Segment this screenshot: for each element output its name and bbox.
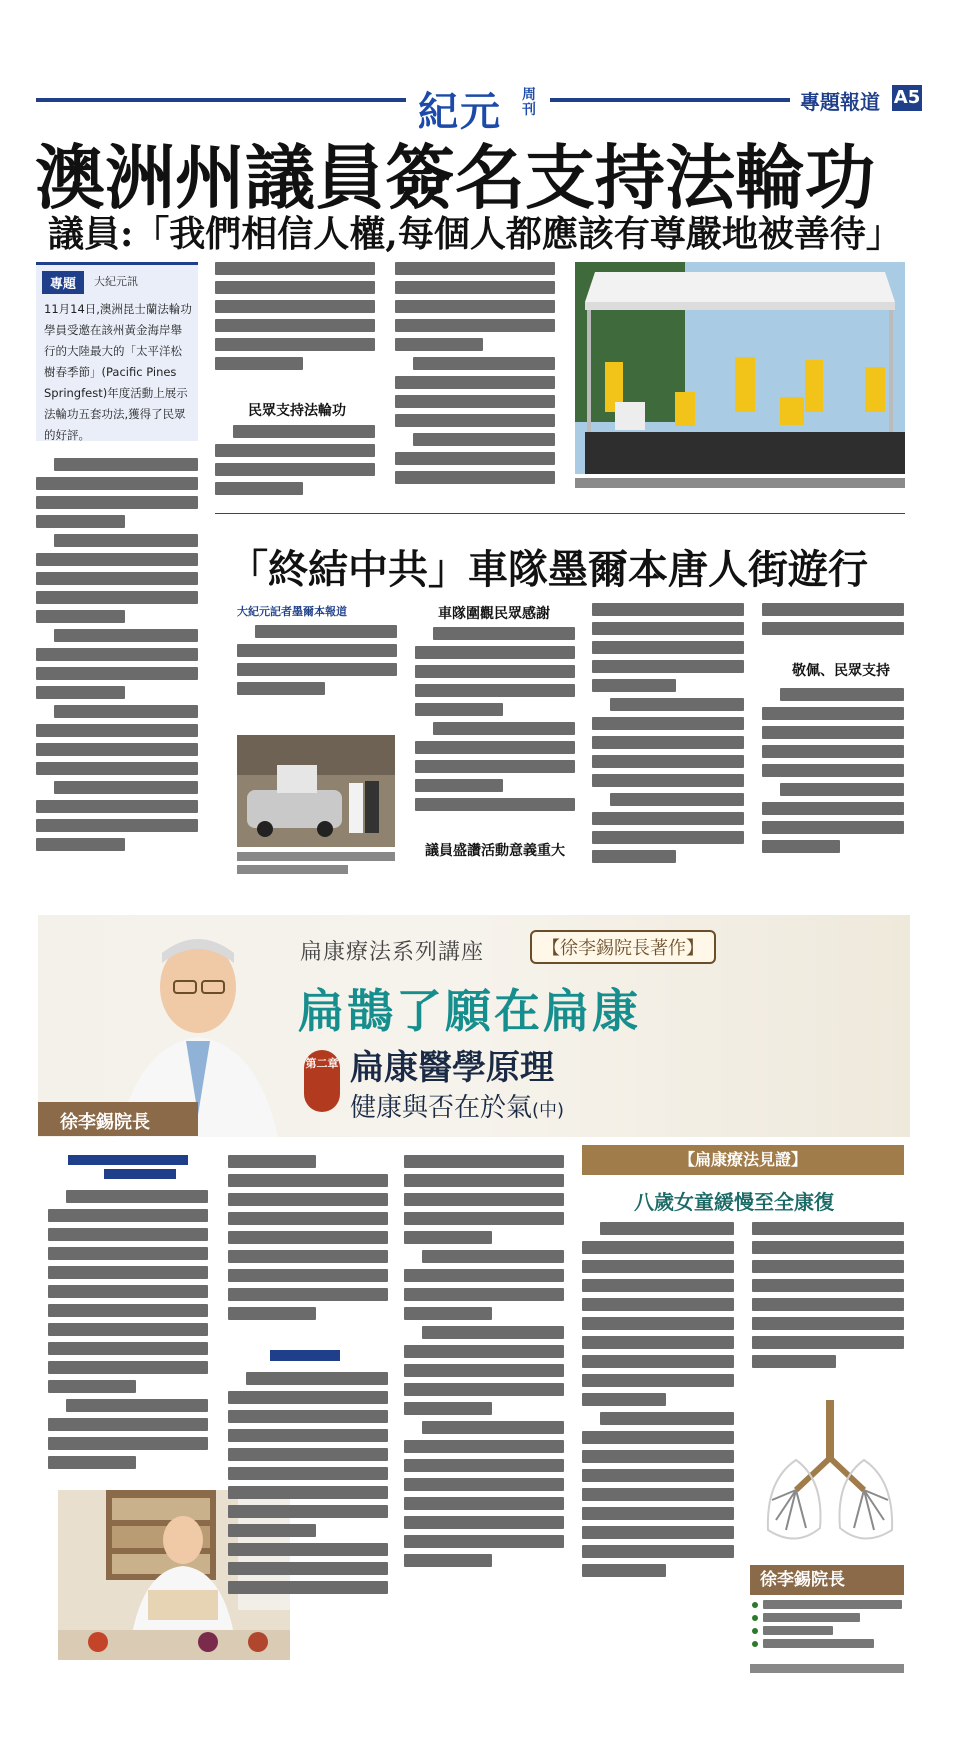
lead-col-3 [395,262,555,494]
banner-subtitle: 扁康醫學原理 [350,1048,554,1088]
page-number: A5 [892,85,922,111]
story2-subtitle-1: 車隊圍觀民眾感謝 [438,606,550,622]
story2-photo [237,735,395,847]
banner-name-label: 徐李錫院長 [60,1112,150,1133]
section-label: 專題報道 [800,90,880,114]
footer-reference [750,1664,904,1673]
bottom-col-2b [228,1372,388,1672]
story2-subtitle-3: 敬佩、民眾支持 [792,663,890,679]
bottom-col-2-heading [270,1350,340,1361]
page-subhead: 議員:「我們相信人權,每個人都應該有尊嚴地被善待」 [48,213,902,255]
story2-photo-caption [237,852,395,874]
lead-subtitle-1: 民眾支持法輪功 [248,403,346,419]
witness-banner: 【扁康療法見證】 [582,1145,904,1175]
lead-col-2 [215,262,375,394]
story2-byline: 大紀元記者墨爾本報道 [237,605,347,618]
bottom-col-3 [404,1155,564,1675]
bottom-col-1 [48,1190,208,1490]
author-credentials [752,1600,902,1652]
special-summary: 11月14日,澳洲昆士蘭法輪功學員受邀在該州黃金海岸舉行的大陸最大的「太平洋松樹春季節」(Pacific Pines Springfest)年度活動上展示法輪功五套功法,獲得了民眾的好評。 [44,302,192,442]
chapter-seal: 第二章 [304,1050,340,1112]
masthead-sub: 周刊 [522,87,536,118]
banner-subtitle-2-text: 健康與否在於氣 [350,1093,533,1123]
lungs-illustration [756,1400,904,1550]
story2-col-4 [762,603,904,648]
header-rule-left [36,98,406,102]
bottom-col-2 [228,1155,388,1330]
bottom-section-heading [68,1155,188,1181]
story2-col-2 [415,627,575,817]
witness-title: 八歲女童緩慢至全康復 [634,1190,834,1214]
lead-photo [575,262,905,474]
masthead-logo: 紀元 [418,88,502,135]
story2-col-1 [237,625,397,695]
banner-subtitle-2 [350,1087,564,1124]
lead-col-1 [36,458,198,878]
banner-series-label: 扁康療法系列講座 [300,940,485,965]
witness-col-2 [752,1222,904,1392]
story2-col-3 [592,603,744,873]
header-rule-right [550,98,790,102]
lead-photo-caption [575,478,905,488]
story2-subtitle-2: 議員盛讚活動意義重大 [425,843,565,859]
banner-subtitle-2-suffix: (中) [532,1100,565,1121]
banner-title: 扁鵲了願在扁康 [298,984,641,1038]
special-tag: 專題 [42,271,84,294]
lead-col-2b [215,425,375,505]
witness-col-1 [582,1222,734,1672]
banner-author-tag: 【徐李錫院長著作】 [530,930,716,964]
story2-headline: 「終結中共」車隊墨爾本唐人街遊行 [228,546,868,593]
story2-col-4b [762,688,904,873]
page-headline: 澳洲州議員簽名支持法輪功 [35,136,875,219]
special-source: 大紀元訊 [94,275,138,288]
author-card: 徐李錫院長 [750,1565,904,1595]
story2-top-rule [215,513,905,514]
special-report-box [36,262,198,441]
